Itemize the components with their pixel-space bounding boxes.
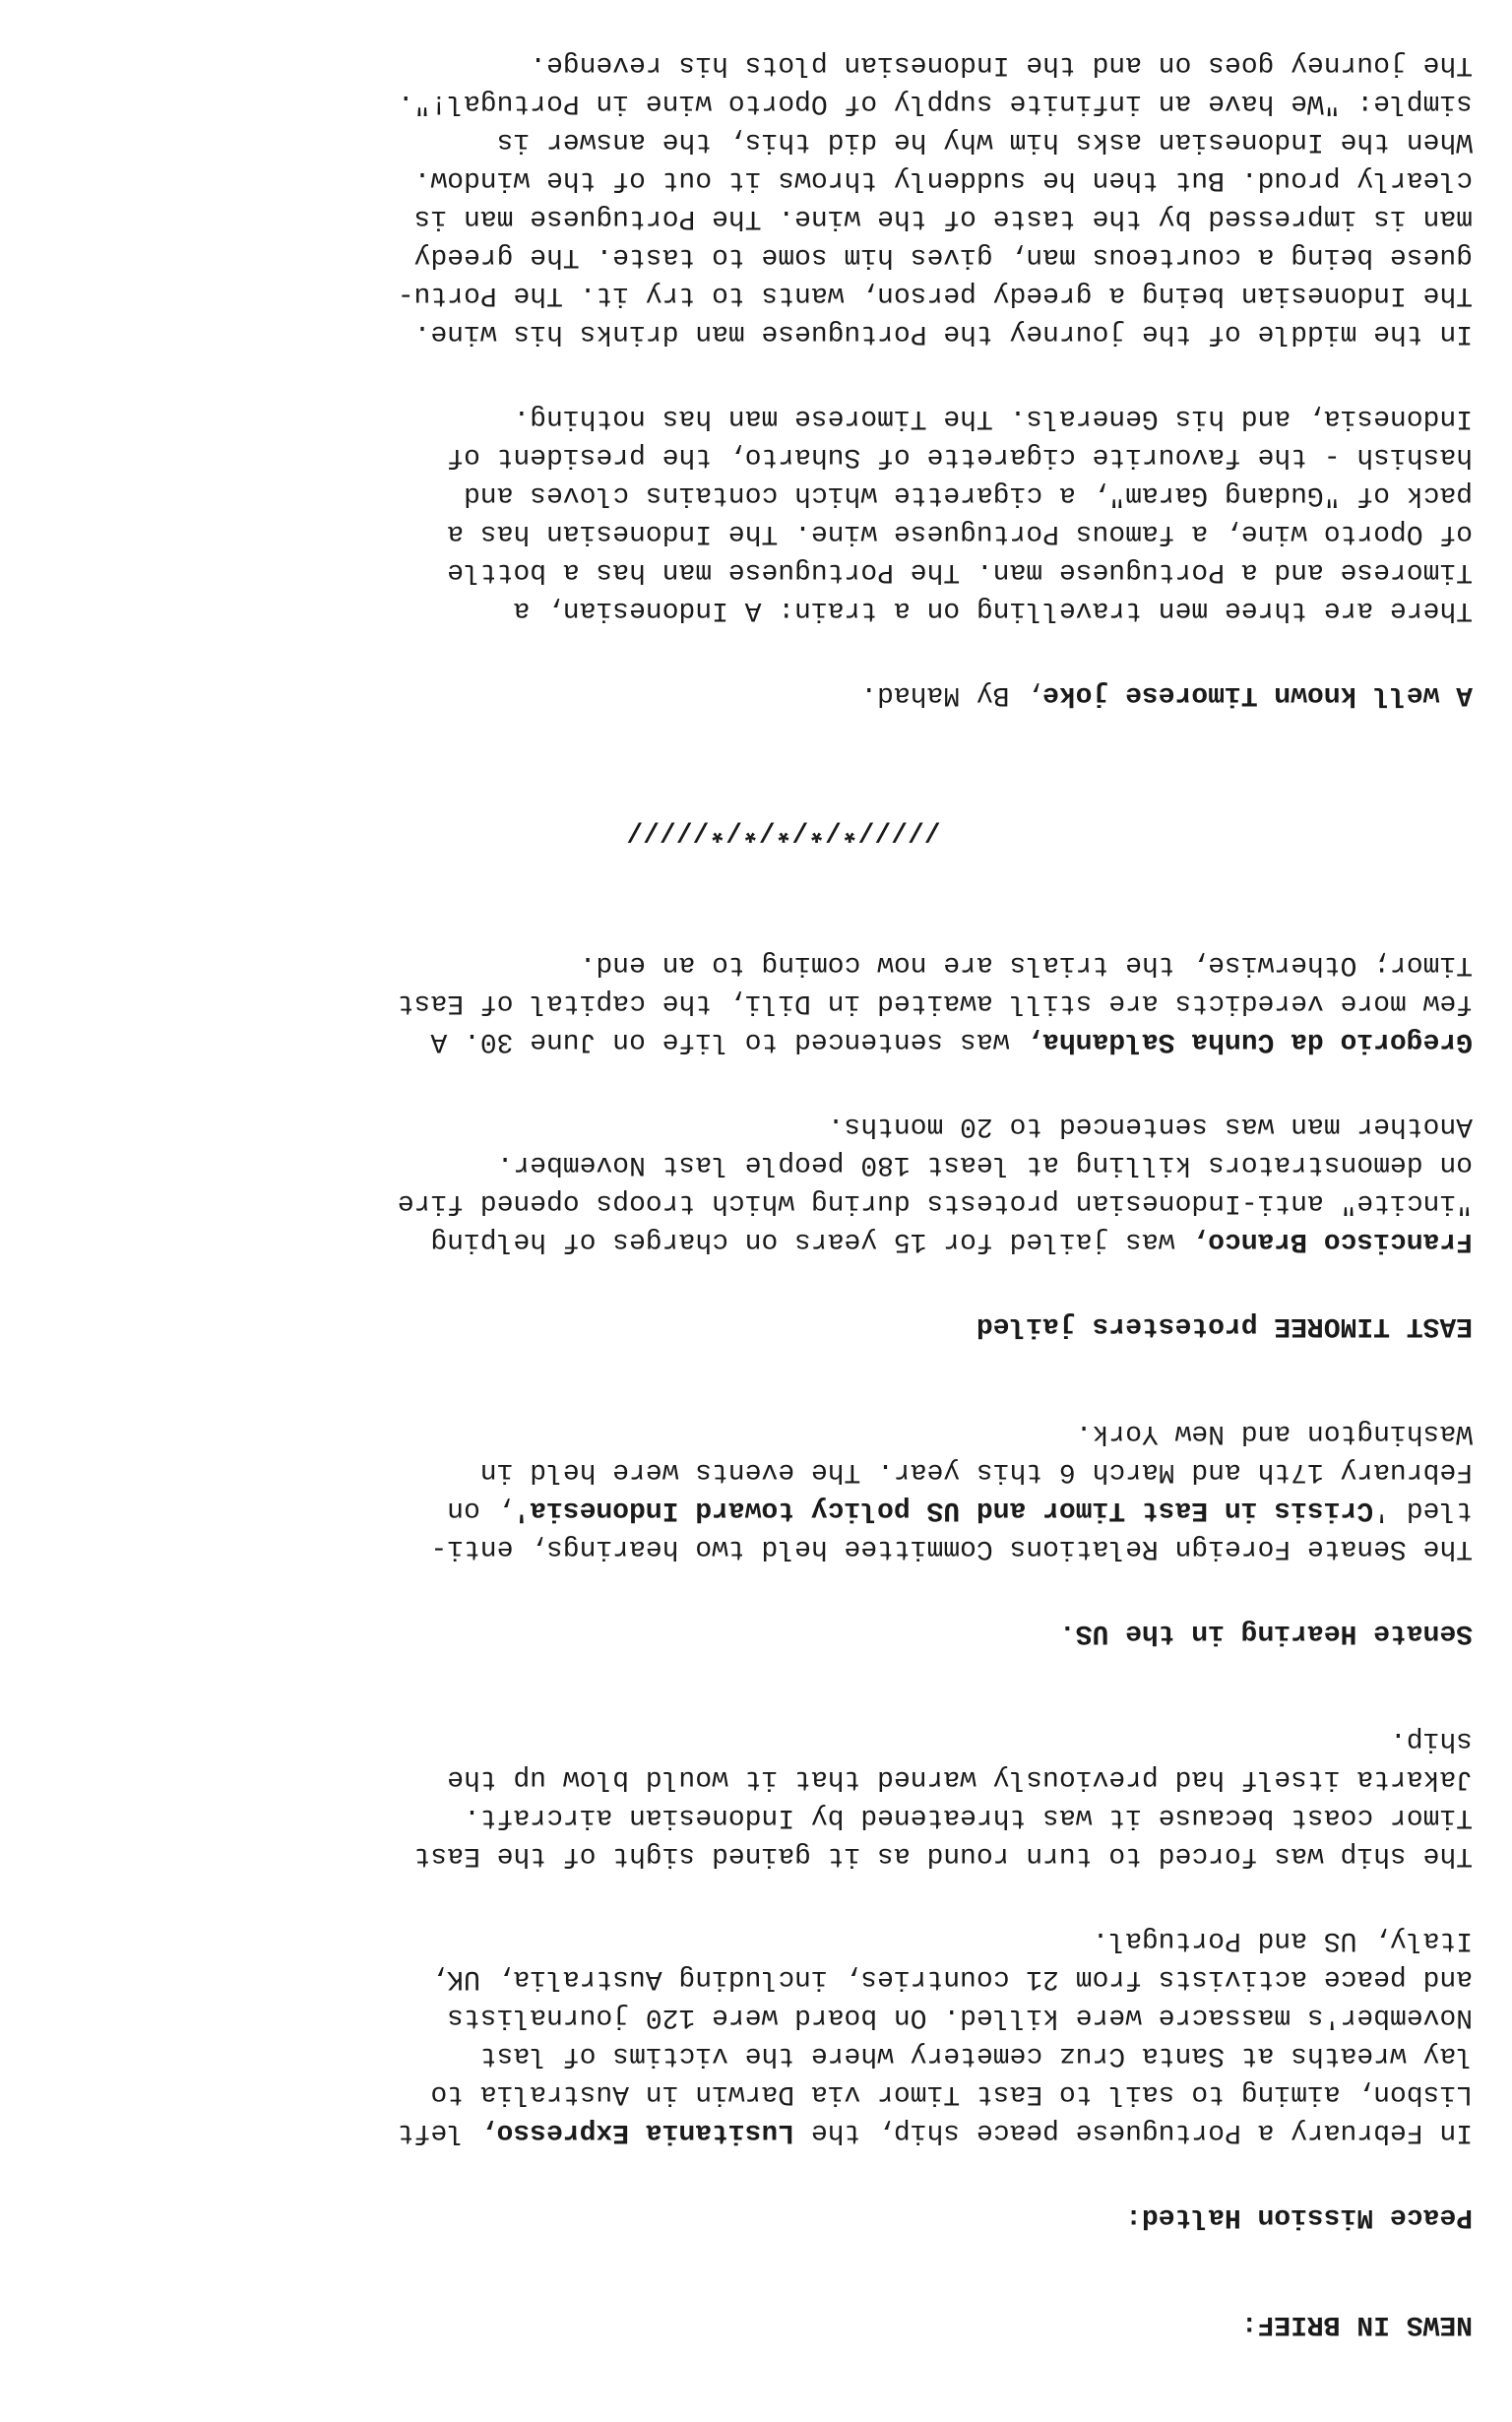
text-line: In the middle of the journey the Portuguese man drinks his wine. bbox=[413, 318, 1473, 349]
text-line: The ship was forced to turn round as it gained sight of the East bbox=[413, 1840, 1473, 1871]
text-line: tled 'Crisis in East Timor and US policy toward Indonesia', on bbox=[447, 1495, 1473, 1525]
news-in-brief-heading: NEWS IN BRIEF: bbox=[1240, 2309, 1473, 2339]
peace-mission-heading: Peace Mission Halted: bbox=[1125, 2201, 1473, 2232]
text-line: clearly proud. But then he suddenly throws it out of the window. bbox=[413, 164, 1473, 195]
text-line: simple: "We have an infinite supply of Oporto wine in Portugal!". bbox=[397, 88, 1473, 118]
text-line: Gregorio da Cunha Saldanha, was sentenced to life on June 30. A bbox=[430, 1026, 1473, 1056]
joke-heading: A well known Timorese joke, By Mahad. bbox=[860, 679, 1473, 710]
joke-paragraph-1 bbox=[94, 399, 1473, 629]
text-line: February 17th and March 6 this year. The events were held in bbox=[479, 1456, 1473, 1487]
text-line: Another man was sentenced to 20 months. bbox=[827, 1111, 1473, 1141]
text-line: pack of "Gudang Garam", a cigarette which contains cloves and bbox=[464, 479, 1473, 510]
peace-mission-paragraph-2 bbox=[94, 1721, 1473, 1875]
newsletter-content bbox=[94, 0, 1473, 2343]
text-line: Lisbon, aiming to sail to East Timor via Darwin in Australia to bbox=[430, 2078, 1473, 2109]
text-line: ship. bbox=[1389, 1725, 1473, 1755]
text-line: man is impressed by the taste of the wine. The Portuguese man is bbox=[413, 203, 1473, 233]
joke-paragraph-2 bbox=[94, 45, 1473, 352]
text-line: and peace activists from 21 countries, including Australia, UK, bbox=[430, 1963, 1473, 1994]
text-line: November's massacre were killed. On board were 120 journalists bbox=[447, 2002, 1473, 2032]
text-line: on demonstrators killing at least 180 people last November. bbox=[496, 1149, 1473, 1179]
text-line: "incite" anti-Indonesian protests during which troops opened fire bbox=[397, 1187, 1473, 1218]
text-line: In February a Portuguese peace ship, the Lusitania Expresso, left bbox=[397, 2117, 1473, 2147]
text-line: Timor coast because it was threatened by Indonesian aircraft. bbox=[464, 1802, 1473, 1832]
senate-hearing-paragraph bbox=[94, 1414, 1473, 1567]
text-line: Washington and New York. bbox=[1075, 1418, 1473, 1448]
text-line: There are three men travelling on a train: A Indonesian, a bbox=[513, 595, 1473, 625]
text-line: The journey goes on and the Indonesian plots his revenge. bbox=[530, 49, 1473, 80]
text-line: of Oporto wine, a famous Portuguese wine. The Indonesian has a bbox=[447, 518, 1473, 548]
text-line: When the Indonesian asks him why he did this, the answer is bbox=[496, 126, 1473, 157]
protesters-jailed-heading: EAST TIMOREE protesters jailed bbox=[976, 1310, 1473, 1341]
text-line: Jakarta itself had previously warned that it would blow up the bbox=[447, 1763, 1473, 1794]
text-line: Timor; Otherwise, the trials are now coming to an end. bbox=[579, 949, 1473, 980]
peace-mission-paragraph-1 bbox=[94, 1921, 1473, 2151]
text-line: hashish - the favourite cigarette of Suharto, the president of bbox=[447, 441, 1473, 472]
text-line: lay wreaths at Santa Cruz cemetery where the victims of last bbox=[479, 2040, 1473, 2071]
text-line: few more veredicts are still awaited in Dili, the capital of East bbox=[397, 988, 1473, 1018]
section-separator: /////*/*/*/*/*///// bbox=[626, 814, 941, 845]
text-line: Indonesia, and his Generals. The Timorese man has nothing. bbox=[513, 403, 1473, 433]
text-line: Francisco Branco, was jailed for 15 years on charges of helping bbox=[430, 1226, 1473, 1256]
senate-hearing-heading: Senate Hearing in the US. bbox=[1058, 1618, 1473, 1648]
text-line: Italy, US and Portugal. bbox=[1092, 1925, 1473, 1955]
text-line: The Indonesian being a greedy person, wants to try it. The Portu- bbox=[397, 280, 1473, 310]
text-line: Timorese and a Portuguese man. The Portuguese man has a bottle bbox=[447, 556, 1473, 587]
text-line: The Senate Foreign Relations Committee held two hearings, enti- bbox=[430, 1533, 1473, 1563]
protesters-paragraph-2 bbox=[94, 945, 1473, 1060]
protesters-paragraph-1 bbox=[94, 1107, 1473, 1260]
text-line: guese being a courteous man, gives him some to taste. The greedy bbox=[413, 241, 1473, 272]
